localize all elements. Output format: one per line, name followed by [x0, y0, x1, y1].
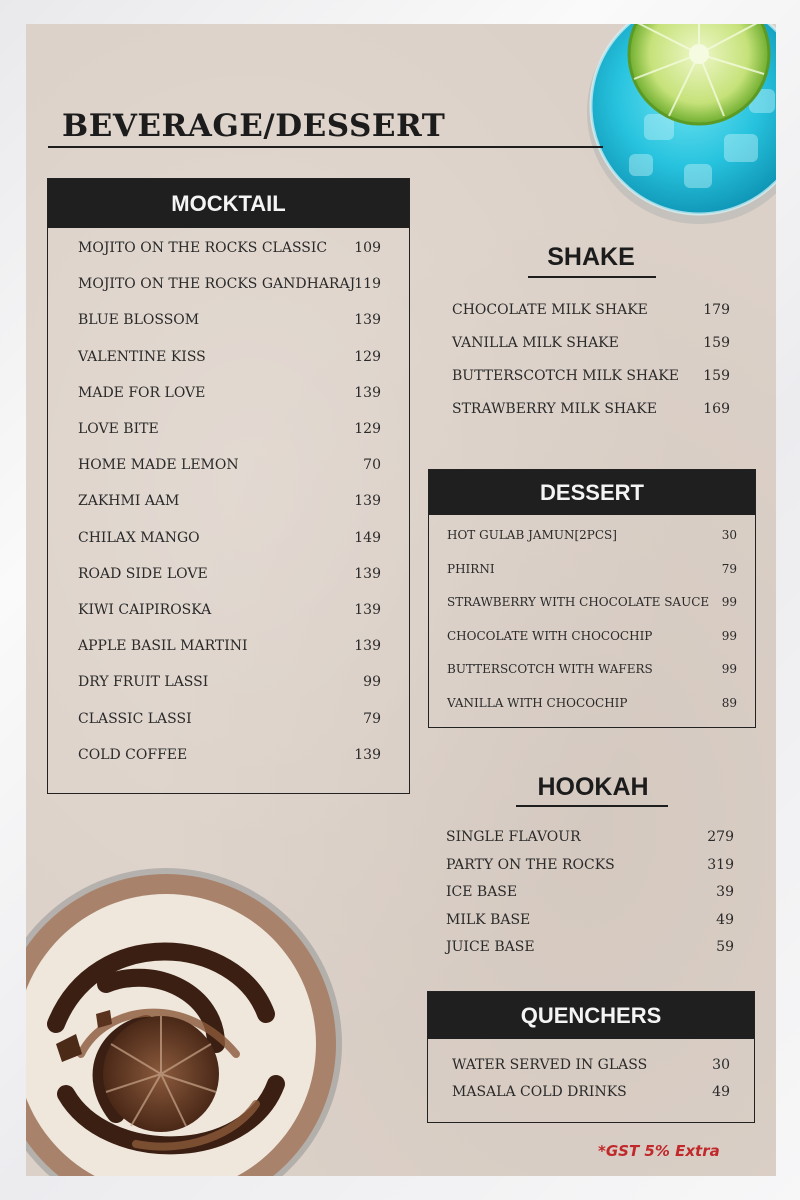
- mocktail-item-name: MOJITO ON THE ROCKS GANDHARAJ: [78, 276, 356, 293]
- mocktail-item-price: 139: [354, 638, 381, 655]
- quenchers-section: [427, 991, 755, 1123]
- quenchers-item-price: 49: [712, 1084, 730, 1100]
- shake-item: [428, 302, 758, 335]
- mocktail-item-name: CLASSIC LASSI: [78, 710, 192, 727]
- quenchers-item-name: MASALA COLD DRINKS: [452, 1084, 627, 1100]
- hookah-item: [428, 884, 758, 912]
- mocktail-item: [48, 674, 409, 710]
- shake-item-name: VANILLA MILK SHAKE: [452, 335, 619, 351]
- mocktail-item-name: VALENTINE KISS: [78, 348, 206, 365]
- quenchers-header: QUENCHERS: [428, 992, 754, 1039]
- quenchers-item-price: 30: [712, 1057, 730, 1073]
- mocktail-item-name: DRY FRUIT LASSI: [78, 674, 209, 691]
- dessert-item-name: HOT GULAB JAMUN[2PCS]: [447, 528, 617, 542]
- mocktail-item-name: LOVE BITE: [78, 421, 159, 437]
- shake-item-price: 169: [703, 401, 730, 417]
- quenchers-item: [428, 1057, 754, 1084]
- hookah-item-name: MILK BASE: [446, 911, 531, 928]
- mocktail-item-price: 109: [354, 240, 381, 256]
- hookah-item-price: 279: [707, 829, 734, 845]
- mocktail-item-name: MOJITO ON THE ROCKS CLASSIC: [78, 240, 328, 256]
- chocolate-dessert-image: [26, 864, 346, 1176]
- hookah-item-name: JUICE BASE: [446, 939, 535, 955]
- dessert-item-name: VANILLA WITH CHOCOCHIP: [447, 696, 628, 710]
- mocktail-item-price: 129: [354, 421, 381, 437]
- hookah-item-price: 319: [707, 856, 734, 873]
- dessert-item-name: STRAWBERRY WITH CHOCOLATE SAUCE: [447, 595, 710, 610]
- mocktail-item-name: COLD COFFEE: [78, 746, 188, 763]
- dessert-item: [429, 629, 755, 663]
- hookah-item-name: ICE BASE: [446, 884, 518, 900]
- hookah-item-price: 59: [716, 939, 734, 955]
- hookah-heading: HOOKAH: [537, 773, 649, 801]
- shake-item: [428, 401, 758, 434]
- mocktail-item: [48, 602, 409, 638]
- mocktail-item-price: 139: [354, 312, 381, 329]
- dessert-item-price: 99: [721, 662, 737, 677]
- dessert-item: [429, 696, 755, 730]
- hookah-item-name: SINGLE FLAVOUR: [446, 829, 581, 845]
- dessert-item-price: 89: [721, 696, 737, 710]
- shake-item-name: CHOCOLATE MILK SHAKE: [452, 302, 648, 318]
- dessert-item: [429, 662, 755, 696]
- dessert-item: [429, 562, 755, 596]
- mocktail-item: [48, 638, 409, 674]
- mocktail-item-name: ZAKHMI AAM: [78, 493, 180, 510]
- mocktail-item-price: 139: [354, 602, 381, 618]
- mocktail-item-name: ROAD SIDE LOVE: [78, 565, 208, 582]
- dessert-item-price: 30: [721, 528, 737, 542]
- mocktail-item-name: HOME MADE LEMON: [78, 457, 239, 474]
- mocktail-item-name: MADE FOR LOVE: [78, 384, 206, 401]
- mocktail-item-name: CHILAX MANGO: [78, 529, 200, 546]
- mocktail-item: [48, 385, 409, 421]
- mocktail-item-price: 119: [354, 276, 381, 293]
- shake-item: [428, 335, 758, 368]
- shake-item-price: 179: [703, 302, 730, 318]
- mocktail-item-price: 99: [363, 674, 381, 691]
- shake-underline: [528, 276, 656, 278]
- dessert-item: [429, 595, 755, 629]
- hookah-item-price: 49: [716, 911, 734, 928]
- mocktail-item-price: 129: [354, 348, 381, 365]
- hookah-item: [428, 939, 758, 967]
- mocktail-item-price: 139: [354, 384, 381, 401]
- title-underline: [48, 146, 603, 148]
- mocktail-item: [48, 240, 409, 276]
- mocktail-item: [48, 349, 409, 385]
- mocktail-item-name: KIWI CAIPIROSKA: [78, 602, 212, 618]
- mocktail-item: [48, 566, 409, 602]
- shake-heading: SHAKE: [547, 243, 635, 271]
- hookah-list: [428, 824, 758, 974]
- dessert-item: [429, 528, 755, 562]
- mocktail-item: [48, 421, 409, 457]
- hookah-item-name: PARTY ON THE ROCKS: [446, 856, 615, 873]
- hookah-underline: [516, 805, 668, 807]
- mocktail-item-price: 70: [363, 457, 381, 474]
- hookah-item: [428, 857, 758, 885]
- mocktail-item-name: BLUE BLOSSOM: [78, 312, 200, 329]
- hookah-item-price: 39: [716, 884, 734, 900]
- shake-list: [428, 294, 758, 434]
- quenchers-item: [428, 1084, 754, 1111]
- dessert-item-name: CHOCOLATE WITH CHOCOCHIP: [447, 628, 653, 643]
- mocktail-item: [48, 493, 409, 529]
- mocktail-item: [48, 457, 409, 493]
- dessert-header: DESSERT: [429, 470, 755, 515]
- menu-title: BEVERAGE/DESSERT: [62, 108, 446, 144]
- dessert-item-name: BUTTERSCOTCH WITH WAFERS: [447, 662, 653, 677]
- mocktail-item-price: 149: [354, 529, 381, 546]
- hookah-item: [428, 829, 758, 857]
- shake-item: [428, 368, 758, 401]
- mocktail-item: [48, 312, 409, 348]
- gst-note: *GST 5% Extra: [598, 1142, 720, 1160]
- mocktail-item: [48, 276, 409, 312]
- blue-drink-image: [574, 24, 776, 244]
- mocktail-item: [48, 747, 409, 783]
- hookah-item: [428, 912, 758, 940]
- mocktail-item-price: 139: [354, 493, 381, 510]
- mocktail-header: MOCKTAIL: [48, 179, 409, 228]
- mocktail-item-name: APPLE BASIL MARTINI: [78, 638, 248, 655]
- shake-item-name: STRAWBERRY MILK SHAKE: [452, 401, 657, 417]
- menu-card: [26, 24, 776, 1176]
- mocktail-item-price: 139: [354, 565, 381, 582]
- quenchers-item-name: WATER SERVED IN GLASS: [452, 1057, 648, 1073]
- dessert-item-price: 79: [721, 561, 737, 576]
- mocktail-item: [48, 711, 409, 747]
- shake-item-name: BUTTERSCOTCH MILK SHAKE: [452, 368, 679, 384]
- mocktail-section: [47, 178, 410, 794]
- shake-item-price: 159: [703, 368, 730, 384]
- mocktail-item-price: 139: [354, 746, 381, 763]
- dessert-item-price: 99: [721, 628, 737, 643]
- mocktail-item: [48, 530, 409, 566]
- shake-item-price: 159: [703, 335, 730, 351]
- dessert-item-price: 99: [721, 595, 737, 610]
- mocktail-item-price: 79: [363, 710, 381, 727]
- dessert-section: [428, 469, 756, 728]
- dessert-item-name: PHIRNI: [447, 561, 495, 576]
